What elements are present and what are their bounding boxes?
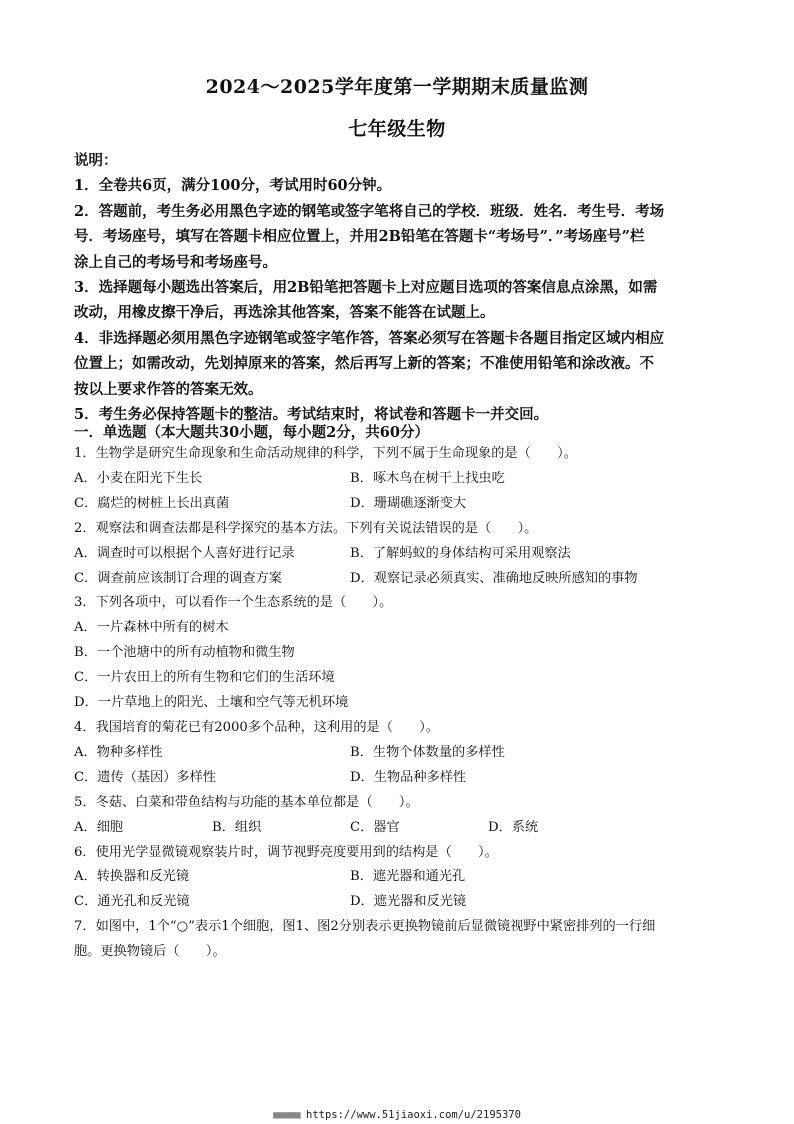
footer-watermark: ■■■■■ [273, 1109, 300, 1121]
option-c: C．腐烂的树桩上长出真菌 [74, 495, 230, 511]
option-b: B．一个池塘中的所有动植物和微生物 [74, 645, 295, 661]
question-4-options-row2 [74, 766, 724, 791]
question-4-options-row1 [74, 741, 724, 766]
question-7-stem-line1: 7．如图中，1个“○”表示1个细胞，图1、图2分别表示更换物镜前后显微镜视野中紧密排列的一行细 [74, 919, 656, 935]
page-footer [0, 1109, 794, 1121]
instruction-line: 1．全卷共6页，满分100分，考试用时60分钟。 [74, 177, 392, 195]
instruction-line: 按以上要求作答的答案无效。 [74, 380, 263, 398]
question-3-stem: 3．下列各项中，可以看作一个生态系统的是（ ）。 [74, 595, 393, 611]
instruction-line: 涂上自己的考场号和考场座号。 [74, 253, 277, 271]
instruction-line: 2．答题前，考生务必用黑色字迹的钢笔或签字笔将自己的学校．班级．姓名．考生号．考场 [74, 202, 665, 220]
question-5-options [74, 816, 724, 841]
section-heading: 一．单选题（本大题共30小题，每小题2分，共60分） [74, 424, 429, 441]
option-d: D．珊瑚礁逐渐变大 [350, 495, 467, 511]
option-a: A．小麦在阳光下生长 [74, 470, 203, 486]
instruction-line: 改动，用橡皮擦干净后，再选涂其他答案，答案不能答在试题上。 [74, 304, 495, 322]
option-c: C．通光孔和反光镜 [74, 894, 190, 910]
question-2-options-row2 [74, 567, 724, 592]
question-1-stem: 1．生物学是研究生命现象和生命活动规律的科学，下列不属于生命现象的是（ ）。 [74, 446, 577, 461]
instruction-line: 5．考生务必保持答题卡的整洁。考试结束时，将试卷和答题卡一并交回。 [74, 406, 549, 424]
instruction-line: 号．考场座号，填写在答题卡相应位置上，并用2B铅笔在答题卡“考场号”．”考场座号”栏 [74, 228, 645, 246]
option-d: D．观察记录必须真实、准确地反映所感知的事物 [350, 570, 638, 586]
footer-url[interactable]: https://www.51jiaoxi.com/u/2195370 [306, 1109, 521, 1121]
option-d: D．系统 [488, 819, 539, 835]
option-d: D．生物品种多样性 [350, 769, 467, 785]
question-6-stem: 6．使用光学显微镜观察装片时，调节视野亮度要用到的结构是（ ）。 [74, 844, 498, 860]
option-c: C．一片农田上的所有生物和它们的生活环境 [74, 670, 335, 686]
question-1-options-row1 [74, 467, 724, 492]
question-6-options-row1 [74, 865, 724, 890]
option-c: C．器官 [350, 819, 400, 835]
option-b: B．生物个体数量的多样性 [350, 744, 505, 760]
option-d: D．遮光器和反光镜 [350, 894, 467, 910]
questions [74, 442, 724, 965]
option-b: B．啄木鸟在树干上找虫吃 [350, 470, 505, 486]
exam-subtitle: 七年级生物 [348, 118, 446, 140]
option-b: B．了解蚂蚁的身体结构可采用观察法 [350, 545, 571, 561]
option-c: C．调查前应该制订合理的调查方案 [74, 570, 282, 586]
instructions-heading: 说明： [74, 152, 118, 169]
instructions [74, 148, 724, 427]
question-6-options-row2 [74, 890, 724, 915]
option-a: A．转换器和反光镜 [74, 869, 190, 885]
instruction-line: 4．非选择题必须用黑色字迹钢笔或签字笔作答，答案必须写在答题卡各题目指定区域内相应 [74, 329, 665, 347]
question-5-stem: 5．冬菇、白菜和带鱼结构与功能的基本单位都是（ ）。 [74, 794, 419, 810]
question-2-stem: 2．观察法和调查法都是科学探究的基本方法。下列有关说法错误的是（ ）。 [74, 520, 538, 536]
option-a: A．细胞 [74, 819, 124, 835]
question-2-options-row1 [74, 542, 724, 567]
exam-title: 2024～2025学年度第一学期期末质量监测 [205, 76, 589, 98]
question-1-options-row2 [74, 492, 724, 517]
instruction-line: 位置上；如需改动，先划掉原来的答案，然后再写上新的答案；不准使用铅笔和涂改液。不 [74, 355, 654, 373]
option-a: A．一片森林中所有的树木 [74, 620, 229, 636]
option-c: C．遗传（基因）多样性 [74, 769, 216, 785]
question-7-stem-line2: 胞。更换物镜后（ ）。 [74, 944, 226, 960]
option-a: A．物种多样性 [74, 744, 163, 760]
option-a: A．调查时可以根据个人喜好进行记录 [74, 545, 295, 561]
option-b: B．遮光器和通光孔 [350, 869, 466, 885]
question-4-stem: 4．我国培育的菊花已有2000多个品种，这利用的是（ ）。 [74, 719, 440, 735]
option-b: B．组织 [212, 819, 262, 835]
instruction-line: 3．选择题每小题选出答案后，用2B铅笔把答题卡上对应题目选项的答案信息点涂黑，如需 [74, 279, 658, 297]
option-d: D．一片草地上的阳光、土壤和空气等无机环境 [74, 695, 349, 711]
